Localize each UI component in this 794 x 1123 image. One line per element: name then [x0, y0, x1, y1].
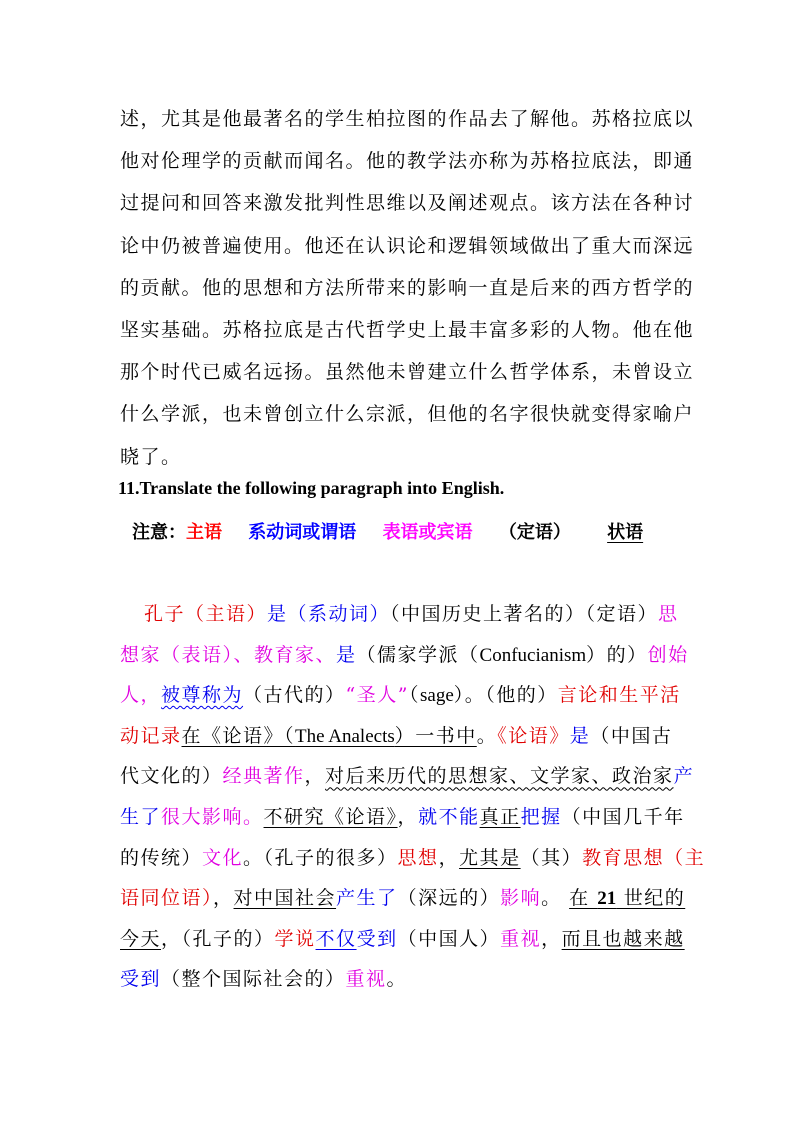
- confucius-paragraph: [120, 594, 706, 1000]
- text-line: 过提问和回答来激发批判性思维以及阐述观点。该方法在各种讨: [120, 192, 695, 215]
- text-line: 代文化的）经典著作，对后来历代的思想家、文学家、政治家产: [120, 765, 695, 788]
- text-line: 晓了。: [120, 445, 182, 468]
- text-line: 的贡献。他的思想和方法所带来的影响一直是后来的西方哲学的: [120, 276, 695, 299]
- text-line: 动记录在《论语》（The Analects）一书中。《论语》是（中国古: [120, 724, 673, 747]
- text-line: 论中仍被普遍使用。他还在认识论和逻辑领域做出了重大而深远: [120, 234, 695, 257]
- legend-subject: 主语: [186, 522, 222, 543]
- text-line: 想家（表语）、教育家、是（儒家学派（Confucianism）的）创始: [120, 643, 689, 666]
- text-line: 孔子（主语）是（系动词）（中国历史上著名的）（定语）思: [144, 603, 679, 625]
- exercise-heading: 11.Translate the following paragraph into English.: [118, 478, 505, 498]
- text-line: 那个时代已威名远扬。虽然他未曾建立什么哲学体系，未曾设立: [120, 361, 695, 384]
- text-line: 述，尤其是他最著名的学生柏拉图的作品去了解他。苏格拉底以: [120, 108, 695, 130]
- text-line: 什么学派，也未曾创立什么宗派，但他的名字很快就变得家喻户: [120, 403, 695, 426]
- text-line: 坚实基础。苏格拉底是古代哲学史上最丰富多彩的人物。他在他: [120, 318, 695, 341]
- text-line: 今天，（孔子的）学说不仅受到（中国人）重视，而且也越来越: [120, 927, 685, 950]
- legend-verb: 系动词或谓语: [248, 522, 357, 543]
- text-line: 他对伦理学的贡献而闻名。他的教学法亦称为苏格拉底法，即通: [120, 150, 695, 173]
- grammar-legend: [132, 518, 663, 544]
- text-line: 的传统）文化。（孔子的很多）思想，尤其是（其）教育思想（主: [120, 846, 706, 869]
- legend-attributive: （定语）: [498, 522, 571, 543]
- text-line: 人，被尊称为（古代的）“圣人”（sage）。（他的）言论和生平活: [120, 684, 681, 707]
- text-line: 生了很大影响。不研究《论语》，就不能真正把握（中国几千年: [120, 805, 685, 828]
- socrates-paragraph: [120, 98, 695, 478]
- legend-adverbial: 状语: [607, 522, 644, 543]
- legend-label: 注意：: [132, 522, 186, 543]
- text-line: 受到（整个国际社会的）重视。: [120, 968, 408, 991]
- legend-predicative: 表语或宾语: [382, 522, 473, 543]
- text-line: 语同位语），对中国社会产生了（深远的）影响。 在 21 世纪的: [120, 887, 686, 910]
